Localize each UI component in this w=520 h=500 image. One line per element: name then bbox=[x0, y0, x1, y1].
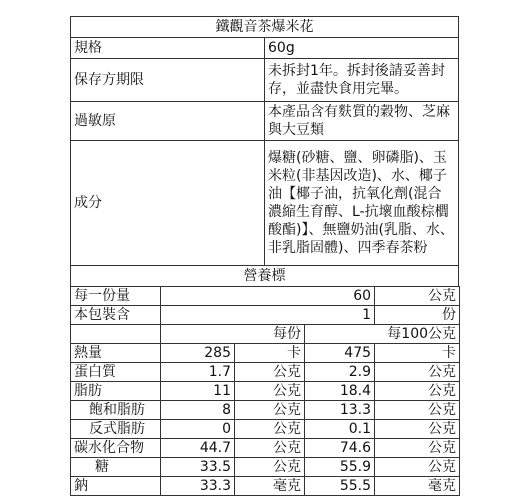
nutrition-title-row bbox=[71, 266, 459, 287]
nutrient-label: 蛋白質 bbox=[71, 363, 161, 382]
allergen-label: 過敏原 bbox=[71, 102, 265, 141]
nutrient-label: 鈉 bbox=[71, 477, 161, 496]
unit-per-serving: 公克 bbox=[235, 382, 305, 401]
servings-row bbox=[71, 306, 460, 325]
allergen-value: 本產品含有麩質的穀物、芝麻與大豆類 bbox=[265, 102, 459, 141]
ingredients-value: 爆糖(砂糖、鹽、卵磷脂)、玉米粒(非基因改造)、水、椰子油【椰子油，抗氧化劑(混合濃縮生育醇、L-抗壞血酸棕櫚酸酯)】、無鹽奶油(乳脂、水、非乳脂固體)、四季春茶粉 bbox=[265, 141, 459, 266]
value-per-serving: 8 bbox=[161, 401, 235, 420]
product-title: 鐵觀音茶爆米花 bbox=[71, 17, 459, 38]
unit-per-serving: 公克 bbox=[235, 363, 305, 382]
unit-per-serving: 毫克 bbox=[235, 477, 305, 496]
servings-unit: 份 bbox=[375, 306, 460, 325]
col-per-100g: 每100公克 bbox=[305, 325, 460, 344]
ingredients-row bbox=[71, 141, 459, 266]
value-per-serving: 0 bbox=[161, 420, 235, 439]
serving-size-label: 每一份量 bbox=[71, 287, 161, 306]
unit-per-serving: 公克 bbox=[235, 420, 305, 439]
unit-per-serving: 公克 bbox=[235, 458, 305, 477]
ingredients-label: 成分 bbox=[71, 141, 265, 266]
value-per-100g: 18.4 bbox=[305, 382, 375, 401]
nutrient-label: 飽和脂肪 bbox=[71, 401, 161, 420]
nutrient-label: 脂肪 bbox=[71, 382, 161, 401]
nutrition-row bbox=[71, 401, 460, 420]
unit-per-100g: 公克 bbox=[375, 382, 460, 401]
value-per-100g: 74.6 bbox=[305, 439, 375, 458]
unit-per-serving: 公克 bbox=[235, 401, 305, 420]
nutrition-title: 營養標 bbox=[71, 266, 459, 287]
unit-per-serving: 公克 bbox=[235, 439, 305, 458]
nutrient-label: 熱量 bbox=[71, 344, 161, 363]
product-info-table bbox=[70, 16, 459, 287]
allergen-row bbox=[71, 102, 459, 141]
storage-label: 保存方期限 bbox=[71, 59, 265, 102]
unit-per-100g: 公克 bbox=[375, 401, 460, 420]
col-per-serving: 每份 bbox=[161, 325, 305, 344]
value-per-100g: 55.9 bbox=[305, 458, 375, 477]
nutrition-rows bbox=[71, 344, 460, 496]
unit-per-100g: 毫克 bbox=[375, 477, 460, 496]
value-per-serving: 285 bbox=[161, 344, 235, 363]
nutrition-row bbox=[71, 363, 460, 382]
column-header-row bbox=[71, 325, 460, 344]
value-per-serving: 1.7 bbox=[161, 363, 235, 382]
title-row bbox=[71, 17, 459, 38]
value-per-serving: 33.5 bbox=[161, 458, 235, 477]
unit-per-100g: 公克 bbox=[375, 439, 460, 458]
serving-size-value: 60 bbox=[161, 287, 375, 306]
value-per-serving: 33.3 bbox=[161, 477, 235, 496]
product-label-sheet bbox=[70, 16, 459, 496]
unit-per-100g: 卡 bbox=[375, 344, 460, 363]
value-per-100g: 13.3 bbox=[305, 401, 375, 420]
unit-per-100g: 公克 bbox=[375, 420, 460, 439]
serving-size-unit: 公克 bbox=[375, 287, 460, 306]
value-per-100g: 55.5 bbox=[305, 477, 375, 496]
nutrition-row bbox=[71, 439, 460, 458]
nutrition-row bbox=[71, 420, 460, 439]
nutrition-row bbox=[71, 344, 460, 363]
value-per-100g: 475 bbox=[305, 344, 375, 363]
value-per-100g: 2.9 bbox=[305, 363, 375, 382]
spec-row bbox=[71, 38, 459, 59]
serving-size-row bbox=[71, 287, 460, 306]
header-blank bbox=[71, 325, 161, 344]
storage-row bbox=[71, 59, 459, 102]
spec-label: 規格 bbox=[71, 38, 265, 59]
value-per-serving: 44.7 bbox=[161, 439, 235, 458]
nutrient-label: 反式脂肪 bbox=[71, 420, 161, 439]
value-per-serving: 11 bbox=[161, 382, 235, 401]
value-per-100g: 0.1 bbox=[305, 420, 375, 439]
unit-per-100g: 公克 bbox=[375, 363, 460, 382]
nutrient-label: 糖 bbox=[71, 458, 161, 477]
nutrition-table bbox=[70, 286, 460, 496]
nutrient-label: 碳水化合物 bbox=[71, 439, 161, 458]
spec-value: 60g bbox=[265, 38, 459, 59]
unit-per-serving: 卡 bbox=[235, 344, 305, 363]
servings-label: 本包裝含 bbox=[71, 306, 161, 325]
nutrition-row bbox=[71, 382, 460, 401]
nutrition-row bbox=[71, 477, 460, 496]
nutrition-row bbox=[71, 458, 460, 477]
storage-value: 未拆封1年。拆封後請妥善封存，並盡快食用完畢。 bbox=[265, 59, 459, 102]
servings-value: 1 bbox=[161, 306, 375, 325]
unit-per-100g: 公克 bbox=[375, 458, 460, 477]
